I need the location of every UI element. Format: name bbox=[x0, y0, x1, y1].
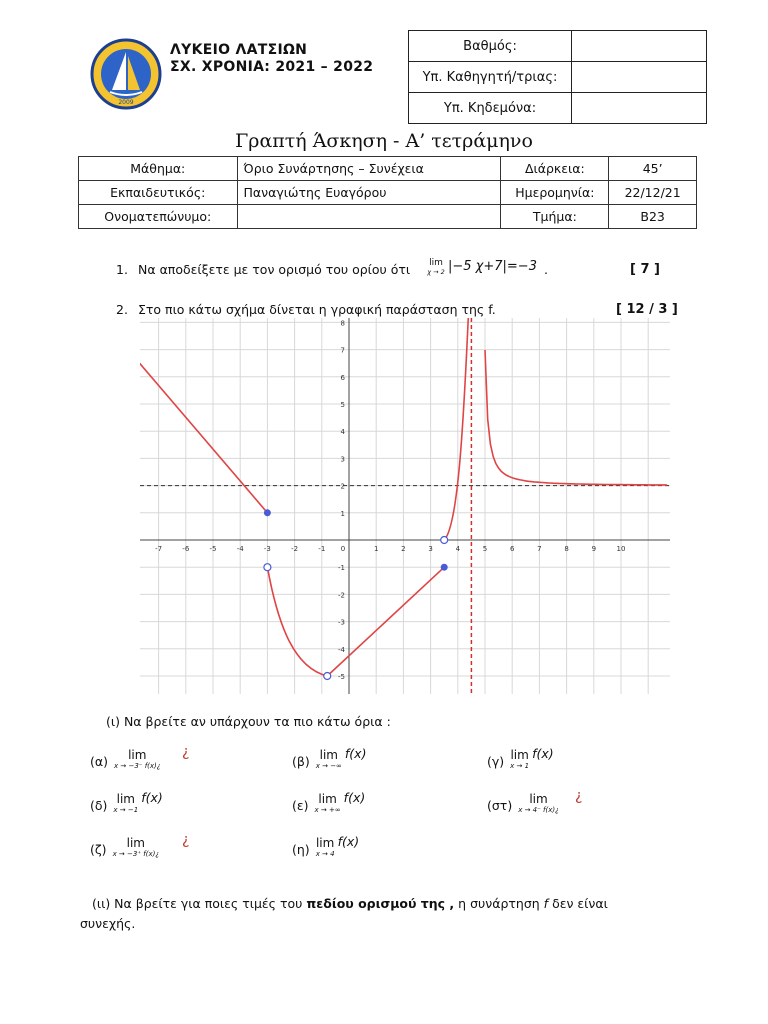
limit-label: (ε) bbox=[292, 798, 309, 813]
limit-block bbox=[510, 748, 529, 771]
page-title: Γραπτή Άσκηση - Α’ τετράμηνο bbox=[235, 130, 533, 152]
info-row bbox=[79, 157, 697, 181]
grade-value-field[interactable] bbox=[572, 31, 707, 62]
limit-item bbox=[292, 836, 359, 859]
y-tick-label: 8 bbox=[340, 319, 345, 328]
y-tick-label: -5 bbox=[338, 673, 345, 681]
x-tick-label: 9 bbox=[591, 545, 597, 553]
limit-sub: x → −1 bbox=[113, 806, 139, 814]
part1-instruction: (ι) Να βρείτε αν υπάρχουν τα πιο κάτω όρια : bbox=[106, 714, 391, 729]
limit-item bbox=[292, 792, 365, 815]
limit-word: lim bbox=[128, 748, 147, 762]
date-value: 22/12/21 bbox=[609, 181, 697, 205]
x-tick-label: 6 bbox=[509, 545, 515, 553]
y-tick-label: -3 bbox=[338, 618, 345, 627]
limit-function: f(x) bbox=[532, 746, 554, 761]
limit-sub: x → +∞ bbox=[314, 806, 341, 814]
limit-sub: x → 1 bbox=[510, 762, 530, 770]
limit-missing-mark: ¿ bbox=[182, 832, 190, 848]
guardian-signature-field[interactable] bbox=[572, 93, 707, 124]
y-tick-label: 2 bbox=[340, 482, 345, 491]
limit-function: f(x) bbox=[344, 746, 367, 761]
x-tick-label: 7 bbox=[537, 545, 542, 553]
y-tick-label: 1 bbox=[340, 509, 345, 518]
grade-label: Βαθμός: bbox=[409, 31, 572, 62]
limit-label: (η) bbox=[292, 842, 310, 857]
closed-point bbox=[264, 509, 271, 516]
limit-block bbox=[114, 748, 160, 771]
q1-lim-sub: χ → 2 bbox=[427, 268, 445, 276]
x-tick-label: 5 bbox=[482, 545, 488, 553]
info-table bbox=[78, 156, 697, 229]
x-tick-label: 3 bbox=[428, 545, 433, 553]
limit-word: lim bbox=[529, 792, 548, 806]
info-row bbox=[79, 181, 697, 205]
open-point bbox=[441, 537, 448, 544]
y-tick-label: 7 bbox=[340, 346, 345, 355]
y-tick-label: 4 bbox=[340, 428, 345, 437]
curve-left-line bbox=[140, 363, 267, 513]
q1-number: 1. bbox=[116, 262, 128, 277]
limit-label: (γ) bbox=[487, 754, 505, 769]
q1-limit bbox=[424, 258, 448, 276]
limit-sub: x → 4⁻ f(x)¿ bbox=[518, 806, 559, 814]
y-tick-label: 5 bbox=[340, 401, 345, 409]
school-logo bbox=[90, 38, 162, 110]
class-value: Β23 bbox=[609, 205, 697, 229]
logo-year: 2009 bbox=[118, 99, 134, 106]
subject-label: Μάθημα: bbox=[79, 157, 238, 181]
q2-text: Στο πιο κάτω σχήμα δίνεται η γραφική παράσταση της f. bbox=[138, 302, 496, 317]
limit-label: (α) bbox=[90, 754, 108, 769]
x-tick-label: -4 bbox=[236, 545, 244, 553]
grade-box bbox=[408, 30, 707, 124]
limit-word: lim bbox=[510, 748, 529, 762]
x-tick-label: -3 bbox=[263, 545, 271, 553]
limit-item bbox=[90, 832, 190, 859]
school-header bbox=[170, 42, 373, 76]
limit-item bbox=[487, 748, 554, 771]
part2-f: f bbox=[543, 896, 549, 911]
teacher-signature-row bbox=[409, 62, 707, 93]
x-tick-label: -1 bbox=[318, 545, 326, 553]
function-graph bbox=[140, 318, 670, 694]
limit-label: (β) bbox=[292, 754, 310, 769]
open-point bbox=[264, 564, 271, 571]
student-name-label: Ονοματεπώνυμο: bbox=[79, 205, 238, 229]
info-row bbox=[79, 205, 697, 229]
limit-function: f(x) bbox=[141, 790, 163, 805]
part2-bold-text: πεδίου ορισμού της , bbox=[306, 896, 455, 911]
limit-missing-mark: ¿ bbox=[575, 788, 583, 804]
y-tick-label: -4 bbox=[338, 645, 345, 654]
teacher-value: Παναγιώτης Ευαγόρου bbox=[237, 181, 501, 205]
limit-block bbox=[113, 836, 159, 859]
q1-points: [ 7 ] bbox=[630, 262, 660, 277]
q2-number: 2. bbox=[116, 302, 128, 317]
limit-block bbox=[518, 792, 559, 815]
q1-period: . bbox=[544, 262, 548, 277]
part2-line2: συνεχής. bbox=[80, 916, 136, 931]
limit-sub: x → −∞ bbox=[315, 762, 342, 770]
limit-block bbox=[113, 792, 138, 815]
x-tick-label: -7 bbox=[155, 545, 163, 553]
limit-item bbox=[90, 792, 163, 815]
student-name-field[interactable] bbox=[237, 205, 501, 229]
limit-item bbox=[292, 748, 366, 771]
closed-point bbox=[441, 564, 448, 571]
y-tick-label: -1 bbox=[338, 564, 345, 573]
duration-label: Διάρκεια: bbox=[501, 157, 609, 181]
limit-sub: x → −3⁻ f(x)¿ bbox=[114, 762, 161, 770]
limit-block bbox=[316, 836, 335, 859]
x-tick-label: 4 bbox=[455, 545, 461, 553]
part2-text-c: δεν είναι bbox=[552, 896, 608, 911]
part2-text-a: (ιι) Να βρείτε για ποιες τιμές του bbox=[92, 896, 303, 911]
part2-line1 bbox=[92, 896, 608, 911]
part2-text-b: η συνάρτηση bbox=[458, 896, 540, 911]
limit-word: lim bbox=[126, 836, 145, 850]
limit-word: lim bbox=[319, 748, 338, 762]
limit-function: f(x) bbox=[337, 834, 360, 849]
teacher-signature-label: Υπ. Καθηγητή/τριας: bbox=[409, 62, 572, 93]
limit-missing-mark: ¿ bbox=[182, 744, 190, 760]
x-tick-label: 8 bbox=[564, 545, 569, 553]
x-tick-label: -2 bbox=[291, 545, 299, 553]
x-tick-label: 10 bbox=[616, 545, 626, 553]
school-name: ΛΥΚΕΙΟ ΛΑΤΣΙΩΝ bbox=[170, 42, 308, 58]
limit-sub: x → 4 bbox=[315, 850, 335, 858]
x-tick-label: -6 bbox=[182, 545, 190, 553]
y-tick-label: 3 bbox=[340, 455, 345, 464]
limit-word: lim bbox=[116, 792, 135, 806]
subject-value: Όριο Συνάρτησης – Συνέχεια bbox=[237, 157, 501, 181]
limit-word: lim bbox=[315, 836, 335, 850]
q1-text: Να αποδείξετε με τον ορισμό του ορίου ότι bbox=[138, 262, 411, 277]
limit-word: lim bbox=[318, 792, 337, 806]
limit-label: (ζ) bbox=[90, 842, 107, 857]
q2-points: [ 12 / 3 ] bbox=[616, 302, 678, 317]
q1-lim-word: lim bbox=[429, 258, 443, 268]
guardian-signature-label: Υπ. Κηδεμόνα: bbox=[409, 93, 572, 124]
limit-label: (στ) bbox=[487, 798, 513, 813]
q1-expression: |−5 χ+7|=−3 bbox=[448, 259, 537, 274]
duration-value: 45’ bbox=[609, 157, 697, 181]
school-year: ΣΧ. ΧΡΟΝΙΑ: 2021 – 2022 bbox=[170, 59, 374, 75]
limit-function: f(x) bbox=[343, 790, 366, 805]
limit-block bbox=[315, 792, 341, 815]
limit-item bbox=[487, 788, 583, 815]
open-point bbox=[324, 673, 331, 680]
y-tick-label: -2 bbox=[338, 591, 345, 600]
teacher-label: Εκπαιδευτικός: bbox=[79, 181, 238, 205]
x-tick-label: -5 bbox=[209, 545, 217, 553]
grade-row bbox=[409, 31, 707, 62]
limit-block bbox=[316, 748, 342, 771]
x-tick-label: 1 bbox=[373, 545, 379, 553]
teacher-signature-field[interactable] bbox=[572, 62, 707, 93]
x-tick-label: 0 bbox=[340, 545, 346, 553]
y-tick-label: 6 bbox=[340, 373, 345, 382]
x-tick-label: 2 bbox=[401, 545, 406, 553]
limit-item bbox=[90, 744, 190, 771]
date-label: Ημερομηνία: bbox=[501, 181, 609, 205]
limit-sub: x → −3⁺ f(x)¿ bbox=[112, 850, 160, 858]
class-label: Τμήμα: bbox=[501, 205, 609, 229]
limit-label: (δ) bbox=[90, 798, 108, 813]
guardian-signature-row bbox=[409, 93, 707, 124]
curve-left-branch bbox=[444, 318, 468, 540]
